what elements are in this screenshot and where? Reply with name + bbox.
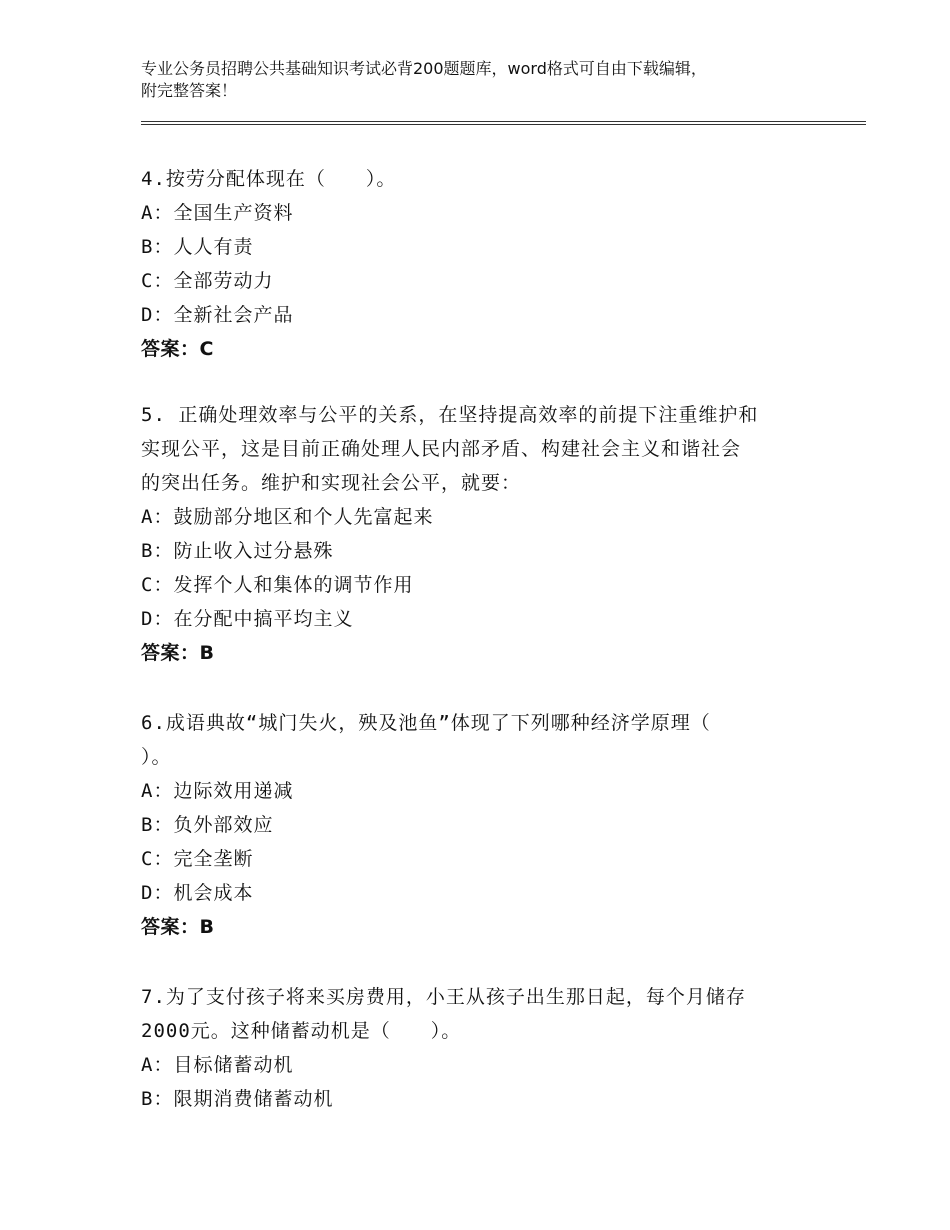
- option-c: C：发挥个人和集体的调节作用: [141, 574, 414, 596]
- answer-label: 答案：B: [141, 642, 215, 664]
- question-6: [141, 706, 821, 944]
- option-b: B：限期消费储蓄动机: [141, 1088, 334, 1110]
- question-stem: 4.按劳分配体现在（ ）。: [141, 168, 397, 190]
- question-stem: 7.为了支付孩子将来买房费用，小王从孩子出生那日起，每个月储存: [141, 986, 746, 1008]
- answer-label: 答案：B: [141, 916, 215, 938]
- question-stem: ）。: [141, 746, 172, 768]
- header-line-2: 附完整答案！: [141, 81, 238, 100]
- question-4: [141, 162, 821, 366]
- option-c: C：完全垄断: [141, 848, 254, 870]
- option-a: A：全国生产资料: [141, 202, 294, 224]
- header-divider-bottom: [141, 124, 866, 125]
- option-d: D：机会成本: [141, 882, 254, 904]
- question-stem: 2000元。这种储蓄动机是（ ）。: [141, 1020, 462, 1042]
- option-b: B：人人有责: [141, 236, 254, 258]
- question-stem: 的突出任务。维护和实现社会公平，就要：: [141, 472, 522, 494]
- header-line-1: 专业公务员招聘公共基础知识考试必背200题题库，word格式可自由下载编辑，: [141, 59, 707, 78]
- option-d: D：在分配中搞平均主义: [141, 608, 354, 630]
- option-a: A：目标储蓄动机: [141, 1054, 294, 1076]
- option-b: B：防止收入过分悬殊: [141, 540, 334, 562]
- option-b: B：负外部效应: [141, 814, 274, 836]
- option-a: A：边际效用递减: [141, 780, 294, 802]
- question-stem: 5. 正确处理效率与公平的关系，在坚持提高效率的前提下注重维护和: [141, 404, 759, 426]
- option-a: A：鼓励部分地区和个人先富起来: [141, 506, 434, 528]
- option-d: D：全新社会产品: [141, 304, 294, 326]
- question-stem: 6.成语典故“城门失火，殃及池鱼”体现了下列哪种经济学原理（: [141, 712, 711, 734]
- option-c: C：全部劳动力: [141, 270, 274, 292]
- question-5: [141, 398, 821, 670]
- header-divider-top: [141, 121, 866, 122]
- answer-label: 答案：C: [141, 338, 214, 360]
- question-stem: 实现公平，这是目前正确处理人民内部矛盾、构建社会主义和谐社会: [141, 438, 742, 460]
- question-7: [141, 980, 821, 1116]
- document-header: [141, 58, 841, 102]
